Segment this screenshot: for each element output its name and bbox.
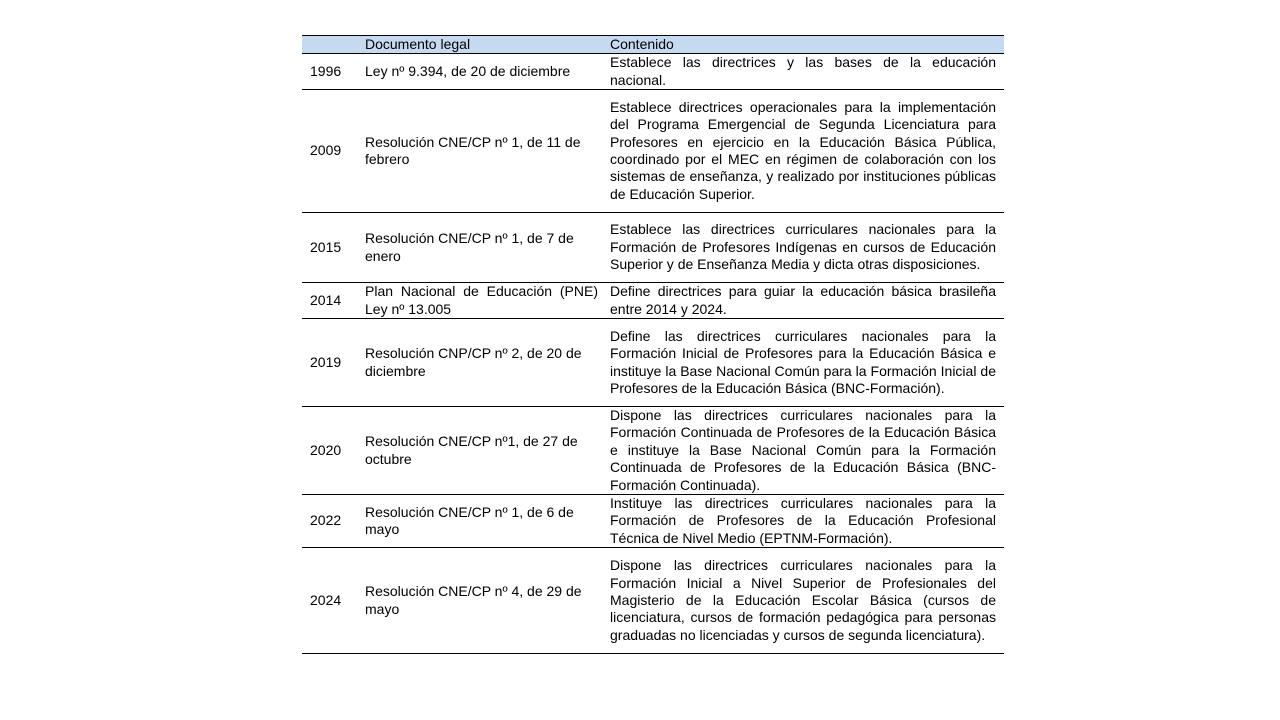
table-row-1996 (302, 54, 1004, 90)
cell-year: 2015 (302, 213, 358, 283)
cell-document: Resolución CNE/CP nº 1, de 6 de mayo (358, 495, 608, 548)
cell-document: Ley nº 9.394, de 20 de diciembre (358, 54, 608, 90)
legal-documents-table (302, 35, 1004, 654)
cell-document: Plan Nacional de Educación (PNE) Ley nº 13.005 (358, 283, 608, 319)
cell-content: Define directrices para guiar la educación básica brasileña entre 2014 y 2024. (608, 283, 1004, 319)
cell-year: 2009 (302, 90, 358, 213)
cell-document: Resolución CNP/CP nº 2, de 20 de diciembre (358, 319, 608, 407)
header-content: Contenido (608, 36, 1004, 54)
cell-document: Resolución CNE/CP nº 1, de 7 de enero (358, 213, 608, 283)
cell-year: 2014 (302, 283, 358, 319)
cell-year: 2024 (302, 548, 358, 654)
table-row-2024 (302, 548, 1004, 654)
table-row-2020 (302, 407, 1004, 495)
table-header-row (302, 36, 1004, 54)
cell-year: 2020 (302, 407, 358, 495)
cell-year: 2022 (302, 495, 358, 548)
header-document: Documento legal (358, 36, 608, 54)
table-row-2019 (302, 319, 1004, 407)
cell-content: Establece las directrices y las bases de la educación nacional. (608, 54, 1004, 90)
cell-content: Establece las directrices curriculares nacionales para la Formación de Profesores Indígenas en cursos de Educación Superior y de Enseñanza Media y dicta otras disposiciones. (608, 213, 1004, 283)
cell-document: Resolución CNE/CP nº 1, de 11 de febrero (358, 90, 608, 213)
cell-year: 1996 (302, 54, 358, 90)
cell-document: Resolución CNE/CP nº1, de 27 de octubre (358, 407, 608, 495)
cell-content: Dispone las directrices curriculares nacionales para la Formación Inicial a Nivel Superior de Profesionales del Magisterio de la Educación Escolar Básica (cursos de licenciatura, cursos de formación pedagógica para personas graduadas no licenciadas y cursos de segunda licenciatura). (608, 548, 1004, 654)
cell-content: Define las directrices curriculares nacionales para la Formación Inicial de Profesores para la Educación Básica e instituye la Base Nacional Común para la Formación Inicial de Profesores de la Educación Básica (BNC-Formación). (608, 319, 1004, 407)
table-row-2015 (302, 213, 1004, 283)
header-year (302, 36, 358, 54)
cell-content: Dispone las directrices curriculares nacionales para la Formación Continuada de Profesores de la Educación Básica e instituye la Base Nacional Común para la Formación Continuada de Profesores de la Educación Básica (BNC-Formación Continuada). (608, 407, 1004, 495)
table-row-2022 (302, 495, 1004, 548)
cell-document: Resolución CNE/CP nº 4, de 29 de mayo (358, 548, 608, 654)
table-row-2009 (302, 90, 1004, 213)
cell-content: Establece directrices operacionales para la implementación del Programa Emergencial de Segunda Licenciatura para Profesores en ejercicio en la Educación Básica Pública, coordinado por el MEC en régimen de colaboración con los sistemas de enseñanza, y realizado por instituciones públicas de Educación Superior. (608, 90, 1004, 213)
table-row-2014 (302, 283, 1004, 319)
cell-content: Instituye las directrices curriculares nacionales para la Formación de Profesores de la Educación Profesional Técnica de Nivel Medio (EPTNM-Formación). (608, 495, 1004, 548)
cell-year: 2019 (302, 319, 358, 407)
